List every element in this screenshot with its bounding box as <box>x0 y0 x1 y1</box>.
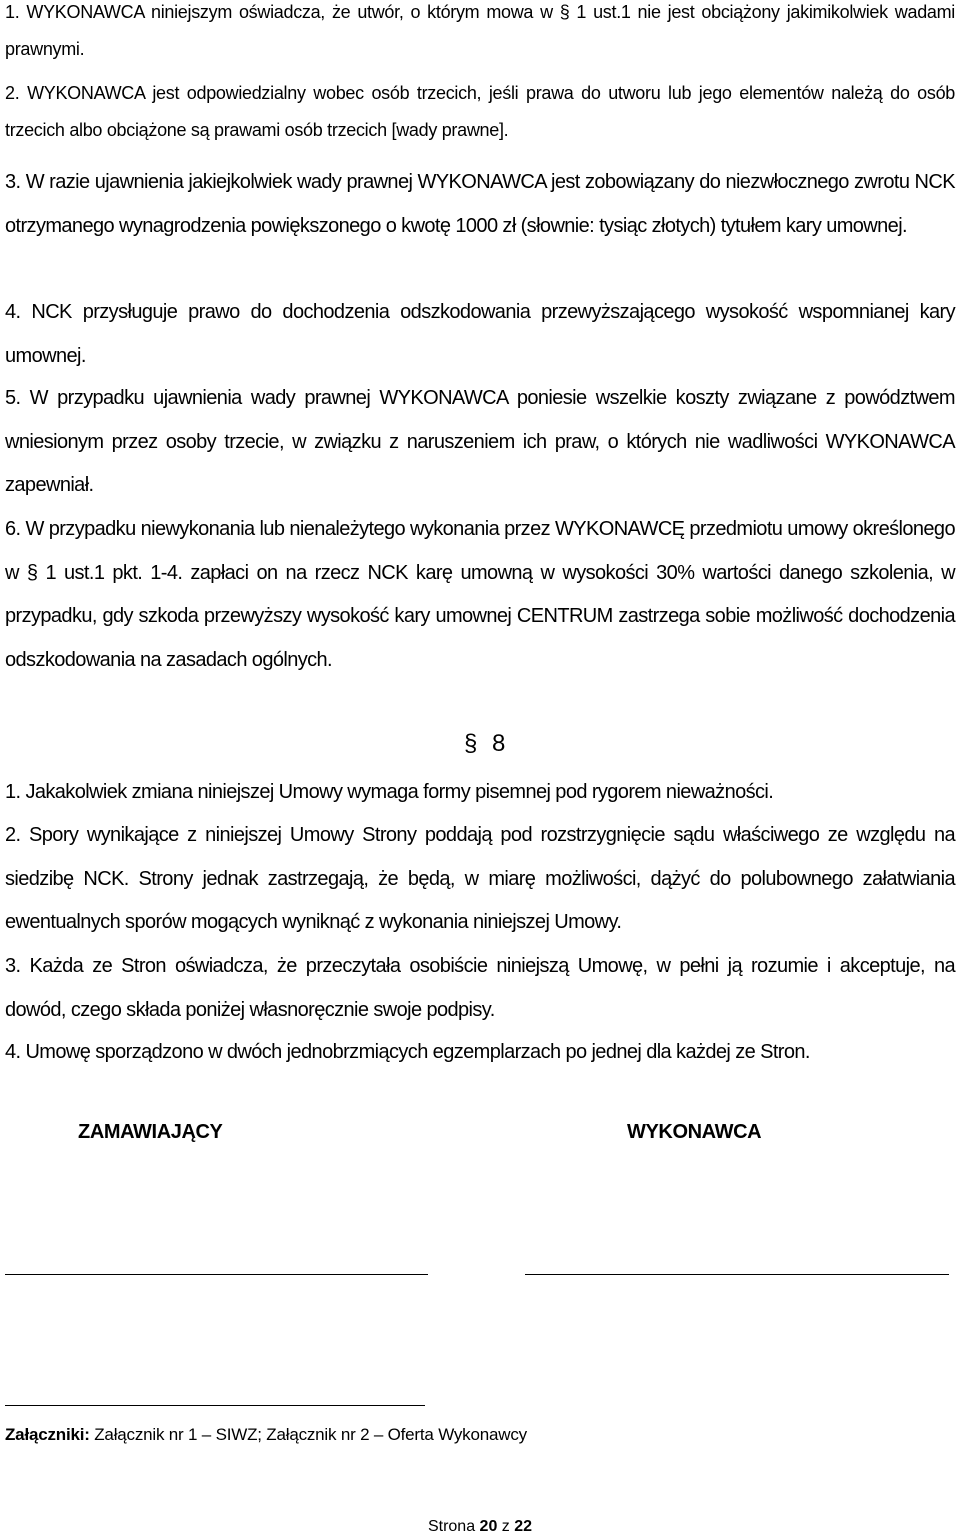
clause-6 <box>5 508 955 682</box>
clause-text: W przypadku niewykonania lub nienależytego wykonania przez WYKONAWCĘ przedmiotu umowy określonego w § 1 ust.1 pkt. 1-4. zapłaci on na rzecz NCK karę umowną w wysokości 30% wartości danego szkolenia, w przypadku, gdy szkoda przewyższy wysokość kary umownej CENTRUM zastrzega sobie możliwość dochodzenia odszkodowania na zasadach ogólnych. <box>5 518 955 671</box>
clause-text: W przypadku ujawnienia wady prawnej WYKONAWCA poniesie wszelkie koszty związane z powództwem wniesionym przez osoby trzecie, w związku z naruszeniem ich praw, o których nie wadliwości WYKONAWCA zapewniał. <box>5 387 955 496</box>
clause-text: NCK przysługuje prawo do dochodzenia odszkodowania przewyższającego wysokość wspomnianej kary umownej. <box>5 301 955 367</box>
page-number <box>0 1518 960 1536</box>
attachments-label: Załączniki: <box>5 1425 90 1444</box>
signature-line-contractor <box>525 1274 949 1275</box>
signature-line-client <box>5 1274 428 1275</box>
clause-number: 5. <box>5 387 21 409</box>
clause-3 <box>5 161 955 248</box>
clause-number: 6. <box>5 518 21 540</box>
final-clause-1 <box>5 771 955 815</box>
clause-2 <box>5 75 955 149</box>
attachments-text: Załącznik nr 1 – SIWZ; Załącznik nr 2 – Oferta Wykonawcy <box>94 1425 527 1444</box>
section-heading: § 8 <box>464 730 510 757</box>
clause-text: Umowę sporządzono w dwóch jednobrzmiących egzemplarzach po jednej dla każdej ze Stron. <box>25 1041 810 1063</box>
signature-label-contractor: WYKONAWCA <box>627 1121 762 1143</box>
clause-number: 3. <box>5 171 21 193</box>
clause-text: Spory wynikające z niniejszej Umowy Strony poddają pod rozstrzygnięcie sądu właściwego ze względu na siedzibę NCK. Strony jednak zastrzegają, że będą, w miarę możliwości, dążyć do polubownego załatwiania ewentualnych sporów mogących wyniknąć z wykonania niniejszej Umowy. <box>5 824 955 933</box>
page-separator: z <box>501 1518 510 1535</box>
final-clause-4 <box>5 1031 955 1075</box>
total-pages: 22 <box>514 1518 533 1535</box>
clause-text: WYKONAWCA jest odpowiedzialny wobec osób trzecich, jeśli prawa do utworu lub jego elementów należą do osób trzecich albo obciążone są prawami osób trzecich [wady prawne]. <box>5 83 955 140</box>
clause-text: Jakakolwiek zmiana niniejszej Umowy wymaga formy pisemnej pod rygorem nieważności. <box>25 781 774 803</box>
clause-number: 2. <box>5 824 21 846</box>
clause-5 <box>5 377 955 508</box>
clause-number: 4. <box>5 1041 21 1063</box>
clause-text: W razie ujawnienia jakiejkolwiek wady prawnej WYKONAWCA jest zobowiązany do niezwłocznego zwrotu NCK otrzymanego wynagrodzenia powiększonego o kwotę 1000 zł (słownie: tysiąc złotych) tytułem kary umownej. <box>5 171 955 237</box>
attachments-divider <box>5 1405 425 1406</box>
signature-label-client: ZAMAWIAJĄCY <box>78 1121 223 1143</box>
clause-text: WYKONAWCA niniejszym oświadcza, że utwór, o którym mowa w § 1 ust.1 nie jest obciążony jakimikolwiek wadami prawnymi. <box>5 2 956 59</box>
page-prefix: Strona <box>427 1518 476 1535</box>
clause-number: 2. <box>5 83 20 103</box>
attachments-note <box>5 1425 527 1445</box>
clause-text: Każda ze Stron oświadcza, że przeczytała osobiście niniejszą Umowę, w pełni ją rozumie i akceptuje, na dowód, czego składa poniżej własnoręcznie swoje podpisy. <box>5 955 955 1021</box>
clause-number: 3. <box>5 955 21 977</box>
clause-number: 1. <box>5 2 20 22</box>
clause-1 <box>5 0 955 68</box>
clause-number: 1. <box>5 781 21 803</box>
current-page: 20 <box>479 1518 498 1535</box>
final-clause-3 <box>5 945 955 1032</box>
clause-number: 4. <box>5 301 21 323</box>
final-clause-2 <box>5 814 955 945</box>
clause-4 <box>5 291 955 378</box>
